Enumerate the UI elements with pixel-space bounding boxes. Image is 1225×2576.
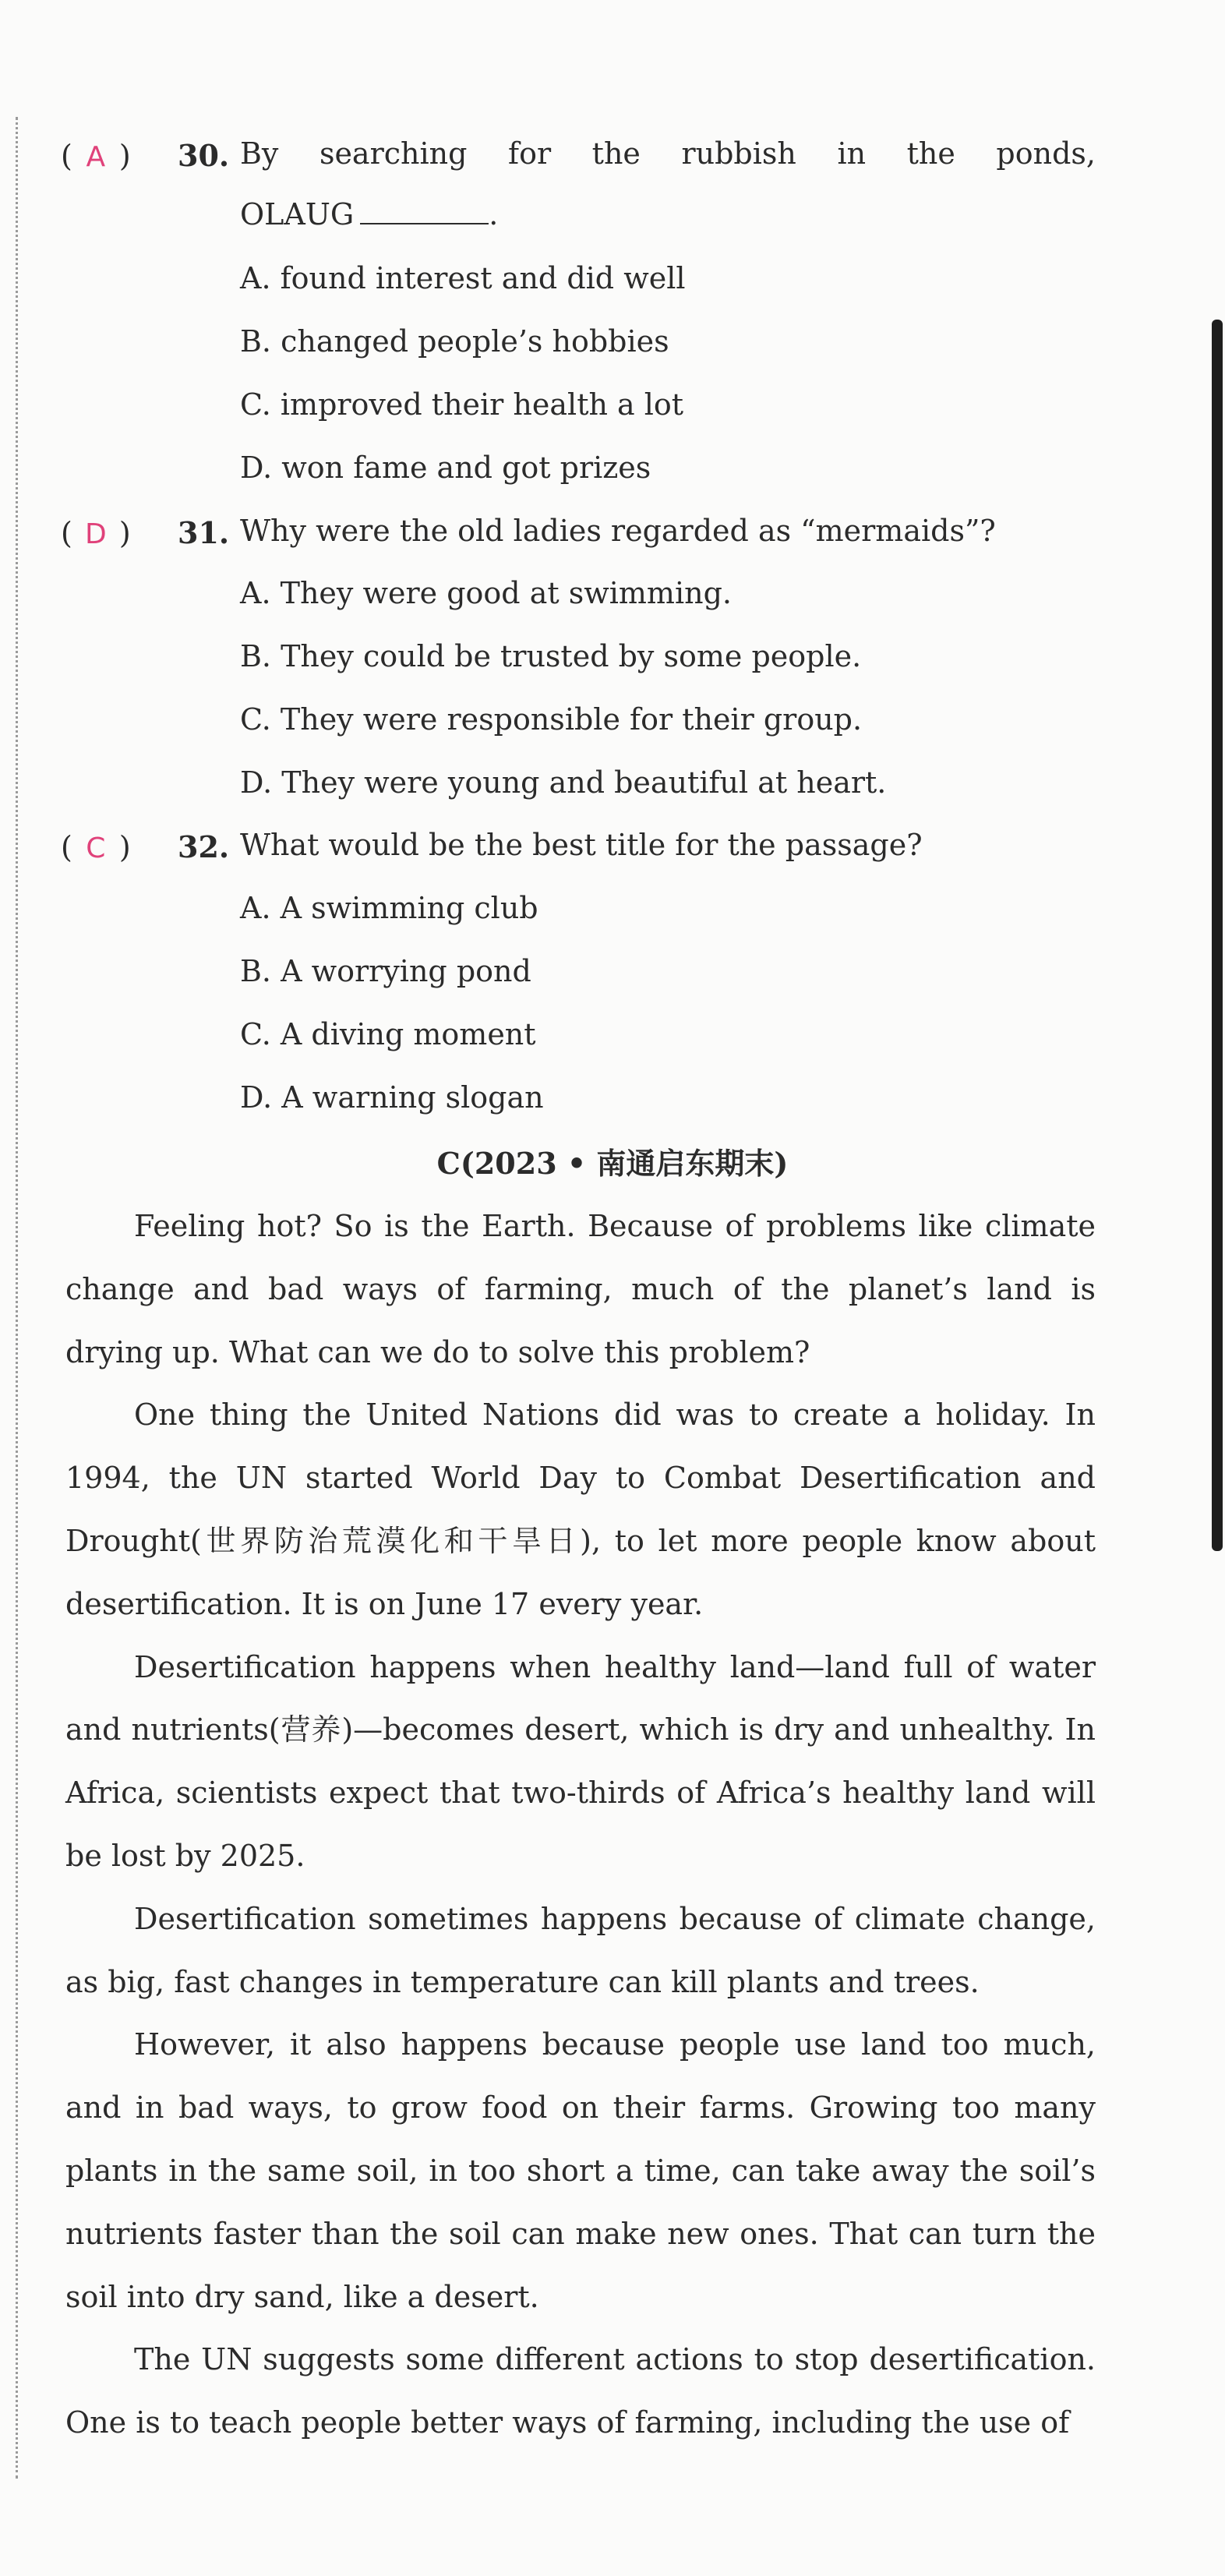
option-31-c: C. They were responsible for their group. (240, 702, 863, 737)
section-heading (0, 1140, 1225, 1182)
answer-blank (360, 200, 489, 224)
question-32-stem: What would be the best title for the passage? (240, 828, 923, 862)
option-31-b: B. They could be trusted by some people. (240, 639, 862, 673)
question-30: ( A ) 30. (61, 125, 229, 189)
option-31-d: D. They were young and beautiful at heart. (240, 765, 887, 800)
answer-30[interactable]: A (86, 141, 106, 173)
passage-paragraph-3: Desertification happens when healthy land—land full of water and nutrients(营养)—becomes desert, which is dry and unhealthy. In Africa, scientists expect that two-thirds of Africa’s healthy land will be lost by 2025. (65, 1649, 1096, 1873)
answer-31[interactable]: D (84, 518, 107, 550)
question-31-stem: Why were the old ladies regarded as “mermaids”? (240, 514, 996, 548)
option-32-c: C. A diving moment (240, 1017, 536, 1051)
question-30-stem: By searching for the rubbish in the ponds, (240, 136, 1096, 171)
passage-paragraph-6: The UN suggests some different actions to stop desertification. One is to teach people better ways of farming, including the use of (65, 2342, 1096, 2440)
answer-32[interactable]: C (86, 832, 106, 864)
question-number: 32. (178, 829, 230, 864)
question-number: 31. (178, 515, 230, 550)
passage-paragraph-1: Feeling hot? So is the Earth. Because of problems like climate change and bad ways of farming, much of the planet’s land is drying up. What can we do to solve this problem? (65, 1209, 1096, 1369)
section-letter: C (436, 1146, 461, 1181)
question-30-stem-line2: OLAUG . (240, 197, 499, 231)
question-number: 30. (178, 138, 230, 173)
section-source: (2023 • 南通启东期末) (460, 1146, 789, 1181)
option-30-b: B. changed people’s hobbies (240, 324, 669, 359)
option-32-b: B. A worrying pond (240, 954, 531, 988)
page-edge-shadow (1212, 320, 1223, 1551)
option-32-d: D. A warning slogan (240, 1080, 544, 1115)
passage-paragraph-2: One thing the United Nations did was to create a holiday. In 1994, the UN started World Day to Combat Desertification and Drought(世界防治荒漠化和干旱日), to let more people know about desertification. It is on June 17 every year. (65, 1398, 1096, 1621)
option-32-a: A. A swimming club (240, 891, 538, 925)
option-30-d: D. won fame and got prizes (240, 451, 651, 485)
passage-paragraph-5: However, it also happens because people use land too much, and in bad ways, to grow food on their farms. Growing too many plants in the same soil, in too short a time, can take away the soil’s nutrients faster than the soil can make new ones. That can turn the soil into dry sand, like a desert. (65, 2027, 1096, 2314)
question-32: ( C ) 32. (61, 816, 229, 880)
passage (65, 1195, 1096, 2454)
question-31: ( D ) 31. (61, 502, 229, 566)
passage-paragraph-4: Desertification sometimes happens because of climate change, as big, fast changes in temperature can kill plants and trees. (65, 1901, 1096, 1999)
option-30-a: A. found interest and did well (240, 261, 686, 295)
option-31-a: A. They were good at swimming. (240, 576, 732, 610)
binding-margin-line (16, 117, 18, 2479)
option-30-c: C. improved their health a lot (240, 387, 684, 422)
